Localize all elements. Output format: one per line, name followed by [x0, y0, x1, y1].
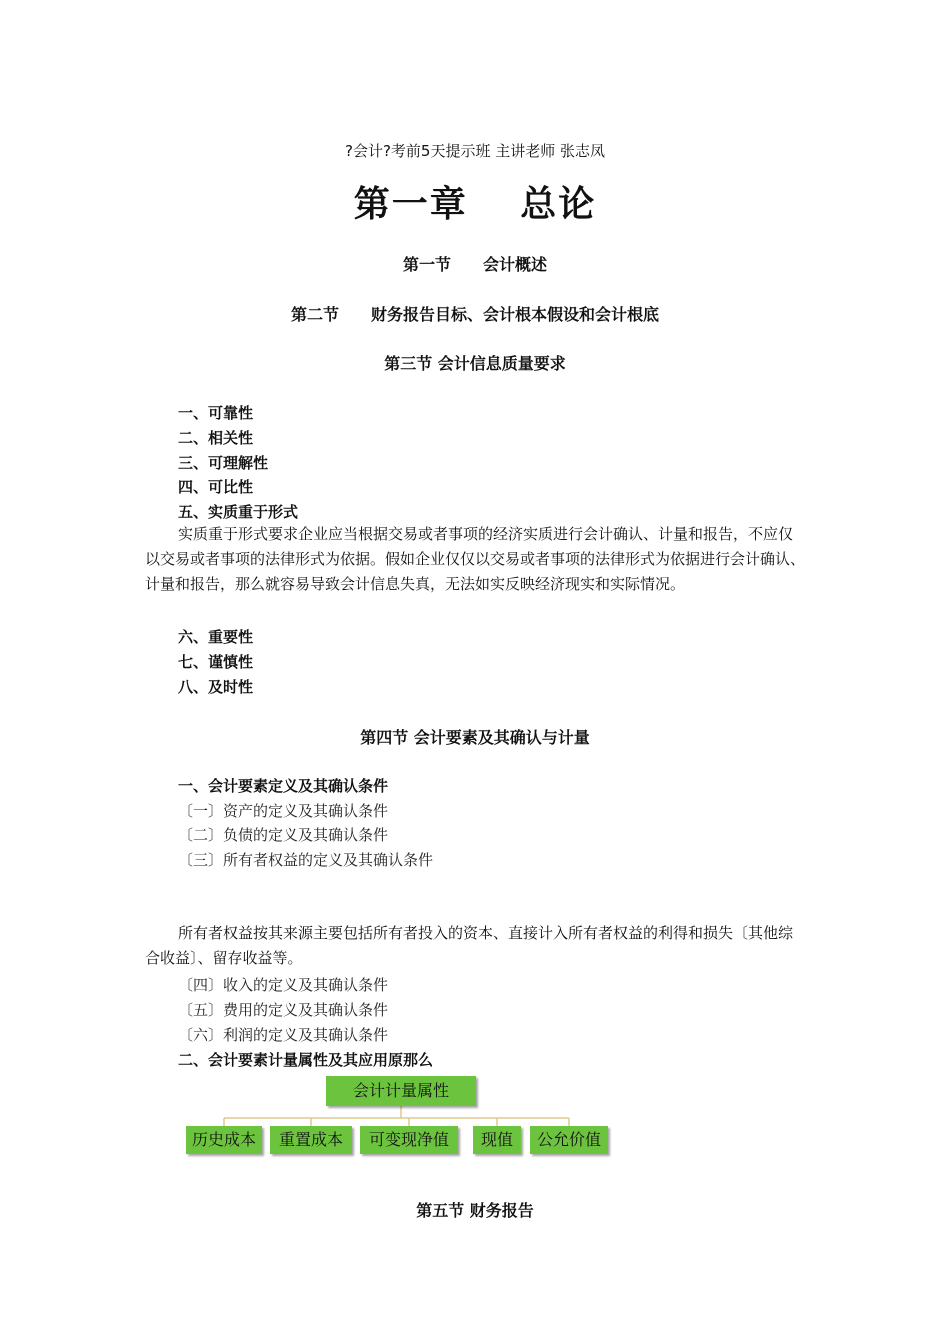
diagram-child-node: 可变现净值	[360, 1126, 458, 1154]
element-subitem: 〔四〕收入的定义及其确认条件	[178, 976, 389, 994]
quality-item: 五、实质重于形式	[178, 503, 299, 521]
element-subitem: 〔三〕所有者权益的定义及其确认条件	[178, 851, 434, 869]
element-subitem: 〔二〕负债的定义及其确认条件	[178, 826, 389, 844]
diagram-child-node: 重置成本	[270, 1126, 352, 1154]
diagram-root-node: 会计计量属性	[326, 1076, 476, 1106]
diagram-child-node: 现值	[473, 1126, 521, 1154]
equity-paragraph: 所有者权益按其来源主要包括所有者投入的资本、直接计入所有者权益的利得和损失〔其他综合收益〕、留存收益等。	[145, 924, 794, 967]
section-3-title: 第三节 会计信息质量要求	[384, 354, 566, 373]
quality-item: 八、及时性	[178, 678, 254, 696]
chapter-title: 第一章 总论	[353, 183, 597, 225]
diagram-child-node: 公允价值	[530, 1126, 608, 1154]
element-subitem: 〔五〕费用的定义及其确认条件	[178, 1001, 389, 1019]
section-4-title: 第四节 会计要素及其确认与计量	[360, 728, 590, 747]
quality-item: 四、可比性	[178, 478, 254, 496]
section-2-title: 第二节 财务报告目标、会计根本假设和会计根底	[290, 305, 659, 324]
element-subitem: 〔六〕利润的定义及其确认条件	[178, 1026, 389, 1044]
quality-item: 二、相关性	[178, 429, 254, 447]
section-1-title: 第一节 会计概述	[402, 255, 547, 274]
element-subitem: 〔一〕资产的定义及其确认条件	[178, 802, 389, 820]
section-5-title: 第五节 财务报告	[416, 1201, 534, 1220]
quality-item: 六、重要性	[178, 628, 254, 646]
measurement-attributes-diagram	[180, 1076, 620, 1166]
quality-item: 一、可靠性	[178, 404, 254, 422]
document-header: ?会计?考前5天提示班 主讲老师 张志凤	[344, 142, 605, 160]
measure-heading: 二、会计要素计量属性及其应用原那么	[178, 1051, 434, 1069]
elements-heading: 一、会计要素定义及其确认条件	[178, 777, 389, 795]
substance-paragraph: 实质重于形式要求企业应当根据交易或者事项的经济实质进行会计确认、计量和报告，不应仅以交易或者事项的法律形式为依据。假如企业仅仅以交易或者事项的法律形式为依据进行会计确认、计量和报告，那么就容易导致会计信息失真，无法如实反映经济现实和实际情况。	[145, 525, 806, 593]
diagram-child-node: 历史成本	[186, 1126, 262, 1154]
quality-item: 三、可理解性	[178, 454, 269, 472]
quality-item: 七、谨慎性	[178, 653, 254, 671]
